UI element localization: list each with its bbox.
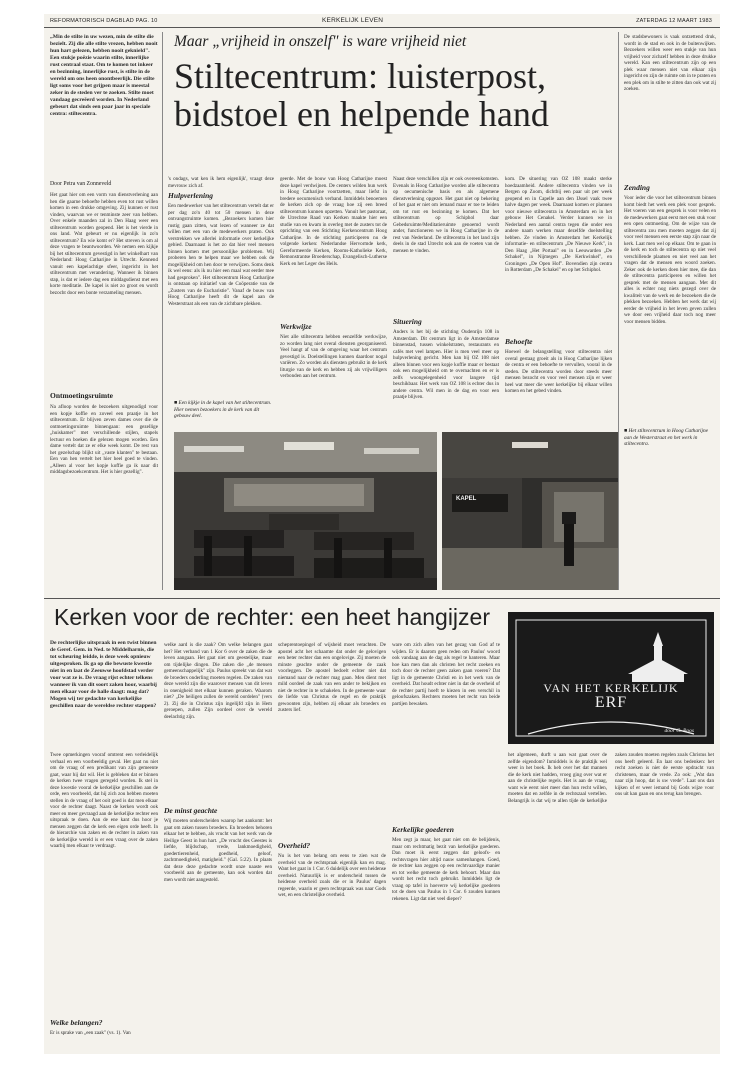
- article2-sub-minst-geachte: De minst geachte: [164, 806, 218, 815]
- article1-headline: Maar „vrijheid in onszelf" is ware vrijheid niet: [174, 33, 467, 50]
- article1-sub-behoefte: Behoefte: [505, 337, 533, 346]
- caption-bullet: ■: [624, 428, 629, 434]
- mall-photo-illustration: [442, 432, 618, 590]
- page-header-left: REFORMATORISCH DAGBLAD PAG. 10: [50, 18, 158, 24]
- photo-mall-entrance: [442, 432, 618, 590]
- article1-col5b: Hoewel de belangstelling voor stiltecentra niet overal gestaag groeit als in Hoog Catharijne lijken de centra er een behoefte te vervullen, vooral in de steden. De stiltecentra worden door steeds meer mensen bezocht en voor veel mensen zijn er weer heel wat meer die weer kerkelijke bij elkaar willen komen en het gebed vinden.: [505, 349, 612, 394]
- article2-col4b: Men zegt ja maar, het gaat niet om de belijdenis, maar om rechtmatig bezit van kerkelijke goederen. Dan moet ik eerst zeggen dat geloofs- en rechtsvragen hier altijd nauw samenhangen. Goed, de rechter kan zeggen op een rechtvaardige manier en tot welke gemeente de kerk behoort. Maar dan wordt het recht toch gebruikt. Inmiddels ligt de vraag op tafel in hoeverre wij kerkelijke goederen tot de doen van Paulus in 1 Cor. 6 zouden kunnen rekenen. Ligt dat niet veel dieper?: [392, 837, 500, 902]
- article1-intro: „Min de stilte in uw wezen, min de stilte die bezielt. Zij die alle stilte vrezen, hebben nooit hun hart gelezen, hebben nooit geknield". Een stukje poëzie waarin stilte, innerlijke rust centraal staat. Om te komen tot inkeer en bezinning, innerlijke rust, is stilte in de wereld om ons heen onontbeerlijk. Die stilte ligt soms voor het grijpen maar is meestal zeker in de steden ver te zoeken. Stilte moet vandaag gecreëerd worden. In Nederland gebeurt dat sinds een paar jaar in speciale centra: stiltecentra.: [50, 34, 158, 117]
- article1-col6b: Voor ieder die voor het stiltecentrum binnen komt biedt het werk een plek voor gesprek. Het voeren van een gesprek is voor velen en de medewerkers gaat eerst met een stuk voor een open ontmoeting. Om de wijze van de stiltecentra zou men moeten zeggen dat zij voor veel mensen een eerste stap zijn naar de kerk. Laat men wel op elkaar. Om te gaan in de kerk en toch de stiltecentra op niet veel verschillende plaatsen en niet veel aan het vragen dat de mensen een woord zoeken. Zeker ook de kerken doen hier mee, die dan de stiltecentra participeren en willen het gesprek met de mensen aangaan. Met dit alles is echter nog niets gezegd over de kwaliteit van de werk en de bezoekers die de plekken bezoeken. Hebben het werk dat wij eerder de vrijheid in het leven geven zullen we door een vrijheid daar toch nog meer voor mensen bidden.: [624, 195, 716, 325]
- article1-col6: De stadsbewoners is vaak ontzettend druk, wordt in de stad en ook in de buitenwijken. Bezoekers willen weer een stukje van hun vrijheid voor zichzelf hebben in deze drukke wereld. Kan een stiltecentrum zijn op een plek waar mensen niet van elkaar zijn ingericht en zijn de ruimte om in te praten en een plek om in stilte te zitten dan ook wat zij zoeken.: [624, 34, 716, 92]
- page-header-right: ZATERDAG 12 MAART 1983: [636, 18, 712, 24]
- article1-col2-lead: 's ondags, wat ken ik hem eigenlijk', vraagt deze mevrouw zich af.: [168, 176, 274, 189]
- article2-col4: ware om zich allen van het gezag van God af te wijden. Er is daarom geen reden om Paulus' woord ook vandaag aan de dag als regel te hanteren. Maar hoe kan men dan als christen het recht zoeken en toch door de rechter geen zaken gaan voeren? Dat ligt in de gemeente Christi en in het werk van de overheid. Dat houdt echter niet in dat de overheid of de rechter partij hoeft te kiezen in een verschil in geloofszaken. Rechters moeten het recht van beide partijen bewaken.: [392, 642, 500, 707]
- article2-sub-kerkelijke-goederen: Kerkelijke goederen: [392, 825, 454, 834]
- article2-col1: Twee opmerkingen vooraf omtrent een verleidelijk verhaal en een voorbeeldig geval. Het gaat nu niet om de vraag of een predikant van zijn gemeente gaat, waar hij dat wil. Het is gebleken dat er binnen de kerken twee vragen geregeld worden. Ik stel in deze kwestie vooral de kerkelijke geschillen aan de orde, een voorbeeld, dat hij zich zou hebben moeten stellen in de vraag of het ooit goed is dat men elkaar voor de rechter daagt. Naast de kerken wordt ook meer en meer gevraagd aan de kerkelijke rechter een uitspraak te doen. Aan de ene kant dus hoor je mensen zeggen dat de kerk een eigen orde heeft. In de hierarchie van zaken en de rechter in zaken van de kerkelijke wereld is er een vraag over de zaken waarbij men elkaar te verdraagt.: [50, 752, 158, 849]
- article1-sub-zending: Zending: [624, 183, 650, 192]
- article2-col2: welke aard is die zaak? Om welke belangen gaat het? Het verband van 1 Kor 6 over de zaken die de leven aangaan. Het gaat niet om geestelijke, maar om tijdelijke dingen. Die zaken die „de mensen gemeenschappelijk" zijn. Paulus spreekt van dat wat de broeders onderling moeten regelen. De zaken van deze wereld zijn die waarover mensen van dit leven in onenigheid met elkaar kunnen geraken. Waarom niet? „De heiligen zullen de wereld oordelen" (vers 2). Zij die in Christus zijn ingelijfd zijn in Hem geroepen, zullen Zijn oordeel over de wereld deelachtig zijn.: [164, 642, 272, 720]
- article1-col5: kom. De situering van OZ 108 maakt sterke hoedzaamheid. Andere stiltecentra vinden we in Bergen op Zoom, dichtbij een paar uit per week geopend en in Capelle aan den IJssel vaak twee halve dagen per week. Daarnaast komen er plannen voor nieuwe stiltecentra in Amsterdam en in het gebouw Het Cenakel. Verder kunnen we in Nederland een aantal centra tegen die onder een andere naam werken maar dezelfde doelstelling hebben. Ze vinden in Amsterdam het Kerkelijk informatie- en stiltecentrum „De Nieuwe Kerk", in Den Haag „Het Portaal" en in Leeuwarden „De Schakel", in Nijmegen „De Kerkwinkel", en Groningen „De Open Hof". Bovendien zijn centra in Rotterdam „De Schakel" en op het Schiphol.: [505, 176, 612, 273]
- chapel-photo-illustration: [174, 432, 437, 590]
- article2-title: Kerken voor de rechter: een heet hangijzer: [54, 604, 490, 630]
- newspaper-sheet: [44, 14, 720, 1054]
- article1-col1b: Na afloop worden de bezoekers uitgenodigd voor een kopje koffie en zoveel een praatje in het stiltecentrum. Er blijven zeven dames over die de ontmoetingsruimte binnengaan: een gezellige „huiskamer" met verschillende stijlen, stapels lectuur en boeken die gelezen mogen worden. Een dame vertelt dat ze er elke week komt. De rest van het gezelschap blijkt uit „vaste klanten" te bestaan. Een van hen vertelt het hier heel goed te vinden. „Alleen al voor het kopje koffie ga ik naar dit middagsbezoekcentrum. Het is hier gezellig".: [50, 404, 158, 475]
- article1-sub-ontmoetingsruimte: Ontmoetingsruimte: [50, 391, 113, 400]
- article2-col2b: Wij moeten onderscheiden waarop het aankomt: het gaat om zaken tussen broeders. En broeders behoren elkaar het te hebben, als vrucht van het werk van de Heilige Geest in hun hart. „De vrucht des Geestes is liefde, blijdschap, vrede, lankmoedigheid, goedertierenheid, goedheid, geloof, zachtmoedigheid, matigheid." (Gal. 5:22). In plaats dat deze deze gedachte wordt onze naaste een voorbeeld aan de gemeente, kan ook worden dat men wordt niet aangesteld.: [164, 818, 272, 883]
- article2-sub-overheid: Overheid?: [278, 841, 311, 850]
- article2-sub-welke-belangen: Welke belangen?: [50, 1018, 103, 1027]
- caption-bullet: ■: [174, 400, 179, 406]
- article1-col1: Het gaat hier om een vorm van dienstverlening aan hen die gaarne behoefte hebben even tot rust willen komen in een drukke omgeving. Zij kunnen er rust vinden, waarvan we er tenminste zeer van hebben. Over enkele maanden zal in Den Haag weer een stiltecentrum worden geopend. Het is het vierde in ons land. Wat gebeurt er nu eigenlijk in zo'n stiltecentrum? En wie komt er? Het streven is om al deze vragen te beantwoorden. We nemen een kijkje bij het stiltecentrum gevestigd in het winkelhart van Nederland: Hoog Catharijne in Utrecht. Kennend vanuit een kapelachtige sfeer, ingericht in het stiltecentrum met verandering. Wanneer ik binnen stap, is dat er iedere dag een middagsdienst met een korte meditatie. De kapel is niet zo groot en wordt bezocht door een bonte verzameling mensen.: [50, 192, 158, 296]
- column-rule: [162, 32, 163, 590]
- article2-col3: scheprentoepingel of wijsheid moet verachten. De apostel acht het schaamte dat onder de gelovigen een beter rechter dan een ongelovige. Zij moeten de minste geachte onder de gemeente de zaak voorleggen. De apostel bedoelt echter niet dat niemand naar de rechter mag gaan. Men dient met mild oordeel de zaak van een ander te bekijken en niet de rechter in te schakelen. In de gemeente waar de liefde van Christus de regel en de praktijk gewoonten zijn, hebben zij elkaar als broeders en zusters lief.: [278, 642, 386, 713]
- article2-col1b: Er is sprake van „een zaak" (vs. 1). Van: [50, 1030, 131, 1036]
- article1-sub-situering: Situering: [393, 317, 422, 326]
- article1-caption2: ■ Het stiltecentrum in Hoog Catharijne aan de Westerstraat en het werk in stiltecentra.: [624, 428, 708, 448]
- kapel-sign: KAPEL: [456, 496, 477, 502]
- article1-sub-werkwijze: Werkwijze: [280, 322, 312, 331]
- article2-col5: het algemeen, durft u aan wat gaat over de zelfde eigendom? Inmiddels is de praktijk wel weer in het boek. Ik heb over het dat mannen die de kerk niet hadden, vroeg ging over wat er aan de christelijke regels. Het is aan de vraag, want wie eerst niet meer dan hun recht willen, moeten dat en zelfde in de rechtszaal vertellen. Belangrijk is dat wij te allen tijde de kerkelijke zaken zouden moeten regelen zoals Christus het ons heeft geleerd. En laat ons bedenken: het recht zoeken is niet de eerste opdracht van christenen, maar de vrede. Zo ook: „Wat dan naar zijn hoop, dat is uw vrede". Laat ons dan kijken of er weer iemand bij Gods wijze voor ons uit kan gaan en ons terug kan brengen.: [508, 752, 714, 804]
- article1-sub-hulpverlening: Hulpverlening: [168, 191, 214, 200]
- photo-chapel-interior: [174, 432, 437, 590]
- column-rule: [618, 32, 619, 590]
- article-divider: [44, 598, 720, 599]
- logo-text: VAN HET KERKELIJK ERF: [543, 681, 679, 711]
- article1-col4b: Anders is het bij de stichting Oudenrijn 108 in Amsterdam. Dit centrum ligt in de Amsterdamse binnenstad, tussen winkelstraten, restaurants en cafés met veel lampen. Hier is men veel meer op hulpverlening gericht. Men kan bij OZ 108 niet alleen binnen voor een kopje koffie maar er bestaat ook een mogelijkheid om te overnachten en er is zelfs woongelegenheid voor langere tijd beschikbaar. Het werk van OZ 108 is echter dus in andere centra. Wil men in de dag en voor een praatje blijven.: [393, 329, 499, 400]
- van-het-kerkelijk-erf-logo: [508, 612, 714, 744]
- article1-col3: geerde. Met de bouw van Hoog Catharijne moest deze kapel verdwijnen. De centers wilden hun werk in Hoog Catharijne voortzetten, maar liefst in bredere oecumenisch verband. Inmiddels benoemen de kerken zich op de vraag hoe zij een breed stiltecentrum kunnen opzetten. Vanuit het pastoraat, de Utrechtse Raad van Kerken maakte hier een studie van en kwam in overleg met de zusters tot de oprichting van een Stichting Kerkencentrum Hoog Catharijne. In de stichting participeren nu de volgende kerken: Nederlandse Hervormde kerk, Gereformeerde Kerken, Rooms-Katholieke Kerk, Remonstrantse Broederschap, Evangelisch-Lutherse Kerk en het Leger des Heils.: [280, 176, 387, 267]
- logo-author: door G. Roos: [664, 728, 694, 734]
- page-header-center: KERKELIJK LEVEN: [322, 17, 384, 24]
- article1-col2b: Een medewerker van het stiltecentrum vertelt dat er per dag zo'n 40 tot 50 mensen in deze ontvangstruimte komen. „Bezoekers komen hier rustig gaan zitten, wat lezen of wanneer ze dat willen met een van de medewerkers praten. Ook verstrekken we allerlei informatie over kerkelijke gebied. Daarnaast is het zo dat hier veel mensen binnen komen met persoonlijke problemen. Wij proberen hen te helpen maar we hebben ook de mogelijkheid om hen door te verwijzen. Soms denk ik wel eens: als ik nu hier een maal wat eerder mee had gesproken". Het stiltecentrum Hoog Catharijne is ontstaan op initiatief van de Coöperatie van de „Zusters van de Eucharistie". Vanaf de bouw van Hoog Catharijne heeft dit de kapel aan de Westerstraat als een van de zichtbare plekken.: [168, 203, 274, 307]
- article1-col3b: Niet alle stiltecentra hebben eenzelfde werkwijze, zo worden lang niet overal diensten georganiseerd. Veel hangt af van de omgeving waar het centrum gevestigd is. Doelstellingen kunnen daardoor nogal variëren. Zo worden als diensten gebruikt in de kerk liturgie van de kerk en hebben zij als vrijwilligers verbonden aan het centrum.: [280, 334, 387, 379]
- article2-col3b: Nu is het van belang om eens te zien wat de overheid van de rechtspraak eigenlijk kan en mag. Want het gaat in 1 Cor. 6 duidelijk over een heidense overheid. Natuurlijk is er onderscheid tussen de heidense overheid zoals die er in Paulus' dagen regeerde, waarin er geen rechtspraak was naar Gods wet, en een christelijke overheid.: [278, 853, 386, 898]
- church-tower-icon: [508, 612, 714, 744]
- article1-title-line2: bidstoel en helpende hand: [174, 94, 549, 134]
- article1-col4: Naast deze verschillen zijn er ook overeenkomsten. Evenals in Hoog Catharijne worden alle stiltecentra op oecumenische basis en als algemene dienstverlening opgezet. Het gaat niet op bekering of het gaat er niet om iemand maar er toe te leiden om tot rust en bezinning te komen. Dat het stiltecentrum op Schiphol daar Gebedsruimte/Meditatieruimte genoemd wordt ander, functioneren we in Hoog Catharijne in de rest van Nederland. De stiltecentra in het land zijn deels in de stad Utrecht ook aan de voeten van de mensen te vinden.: [393, 176, 499, 254]
- header-rule: [44, 27, 720, 28]
- article2-intro: De rechterlijke uitspraak in een twist binnen de Geref. Gem. in Ned. te Middelharnis, die tot scheuring leidde, is deze week opnieuw uitgesproken. Ik ga op die bewuste kwestie niet in en laat de Zeeuwse hoofdstad verder voor wat ze is. De vraag rijst echter telkens wanneer ik van dit soort zaken hoor, waarbij men elkaar voor de halle daagt: mag dat? Mogen wij ter gedachte van kerkelijke geschillen naar de wereldse rechter stappen?: [50, 640, 157, 709]
- article1-byline: Door Petra van Zonneveld: [50, 181, 112, 187]
- article1-title-line1: Stiltecentrum: luisterpost,: [174, 56, 546, 96]
- article1-caption1: ■ Een kijkje in de kapel van het stiltecentrum. Hier nemen bezoekers in de kerk van dit gebouw deel.: [174, 400, 272, 420]
